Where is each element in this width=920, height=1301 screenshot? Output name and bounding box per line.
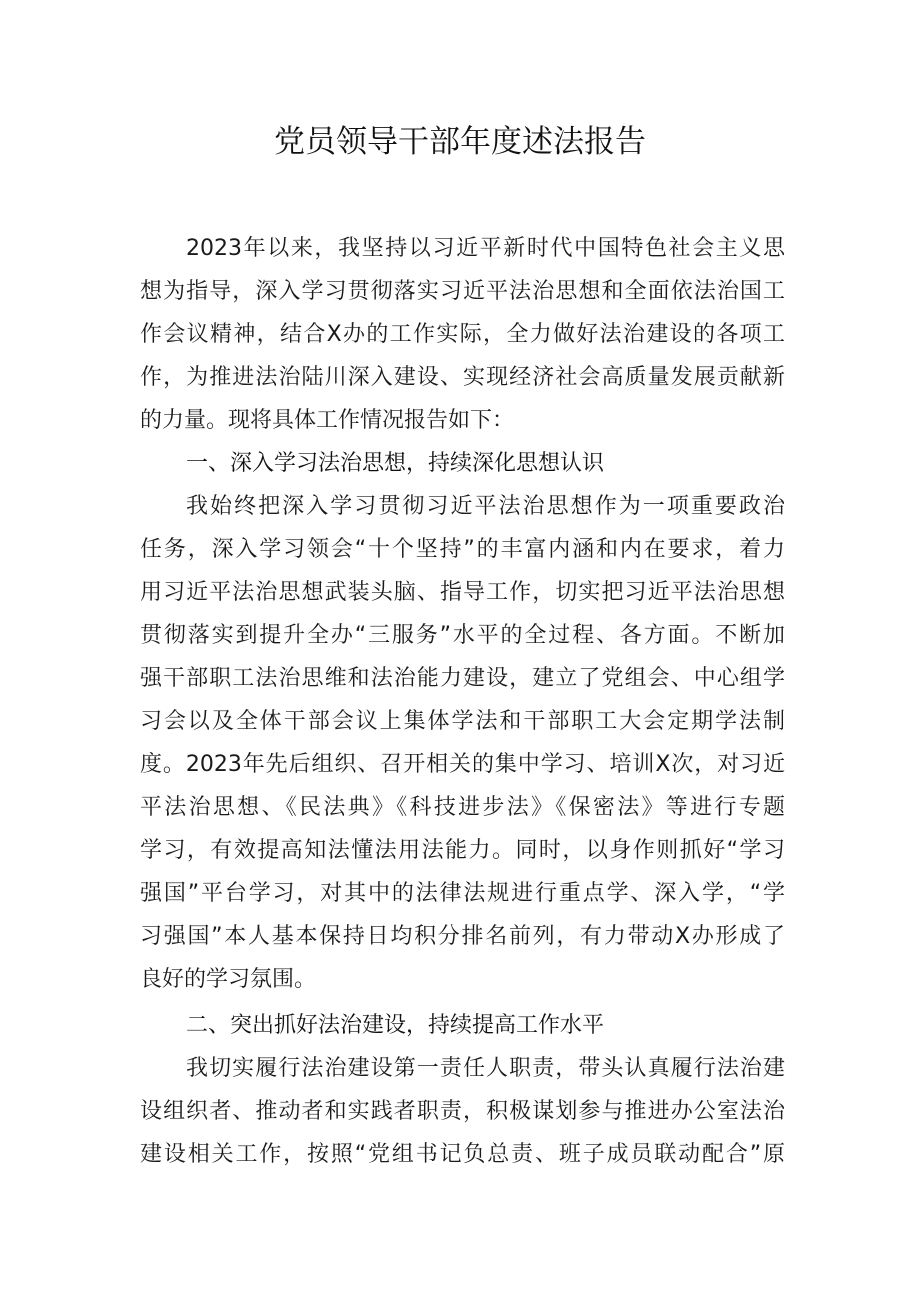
section1-line: 平法治思想、《民法典》《科技进步法》《保密法》等进行专题	[140, 795, 785, 820]
document-title: 党员领导干部年度述法报告	[274, 124, 646, 160]
intro-line: 的力量。现将具体工作情况报告如下：	[140, 408, 515, 433]
section-heading-1: 一、深入学习法治思想，持续深化思想认识	[186, 451, 605, 476]
section1-line: 强干部职工法治思维和法治能力建设，建立了党组会、中心组学	[140, 666, 785, 691]
section1-line: 习会以及全体干部会议上集体学法和干部职工大会定期学法制	[140, 709, 785, 734]
section2-line: 建设相关工作，按照“党组书记负总责、班子成员联动配合”原	[140, 1142, 785, 1167]
section1-line: 良好的学习氛围。	[140, 967, 317, 992]
section1-line: 我始终把深入学习贯彻习近平法治思想作为一项重要政治	[186, 494, 785, 519]
intro-line: 作，为推进法治陆川深入建设、实现经济社会高质量发展贡献新	[140, 365, 785, 390]
intro-line: 作会议精神，结合X办的工作实际，全力做好法治建设的各项工	[140, 322, 785, 347]
section2-line: 我切实履行法治建设第一责任人职责，带头认真履行法治建	[186, 1056, 785, 1081]
intro-line: 2023年以来，我坚持以习近平新时代中国特色社会主义思	[186, 236, 785, 261]
section1-line: 任务，深入学习领会“十个坚持”的丰富内涵和内在要求，着力	[140, 537, 785, 562]
section1-line: 强国”平台学习，对其中的法律法规进行重点学、深入学，“学	[140, 881, 785, 906]
section2-line: 设组织者、推动者和实践者职责，积极谋划参与推进办公室法治	[140, 1099, 785, 1124]
section1-line: 贯彻落实到提升全办“三服务”水平的全过程、各方面。不断加	[140, 623, 785, 648]
section1-line: 用习近平法治思想武装头脑、指导工作，切实把习近平法治思想	[140, 580, 785, 605]
section1-line: 学习，有效提高知法懂法用法能力。同时，以身作则抓好“学习	[140, 838, 785, 863]
section1-line: 习强国”本人基本保持日均积分排名前列，有力带动X办形成了	[140, 924, 785, 949]
section1-line: 度。2023年先后组织、召开相关的集中学习、培训X次，对习近	[140, 752, 785, 777]
section-heading-2: 二、突出抓好法治建设，持续提高工作水平	[186, 1013, 605, 1038]
intro-line: 想为指导，深入学习贯彻落实习近平法治思想和全面依法治国工	[140, 279, 785, 304]
